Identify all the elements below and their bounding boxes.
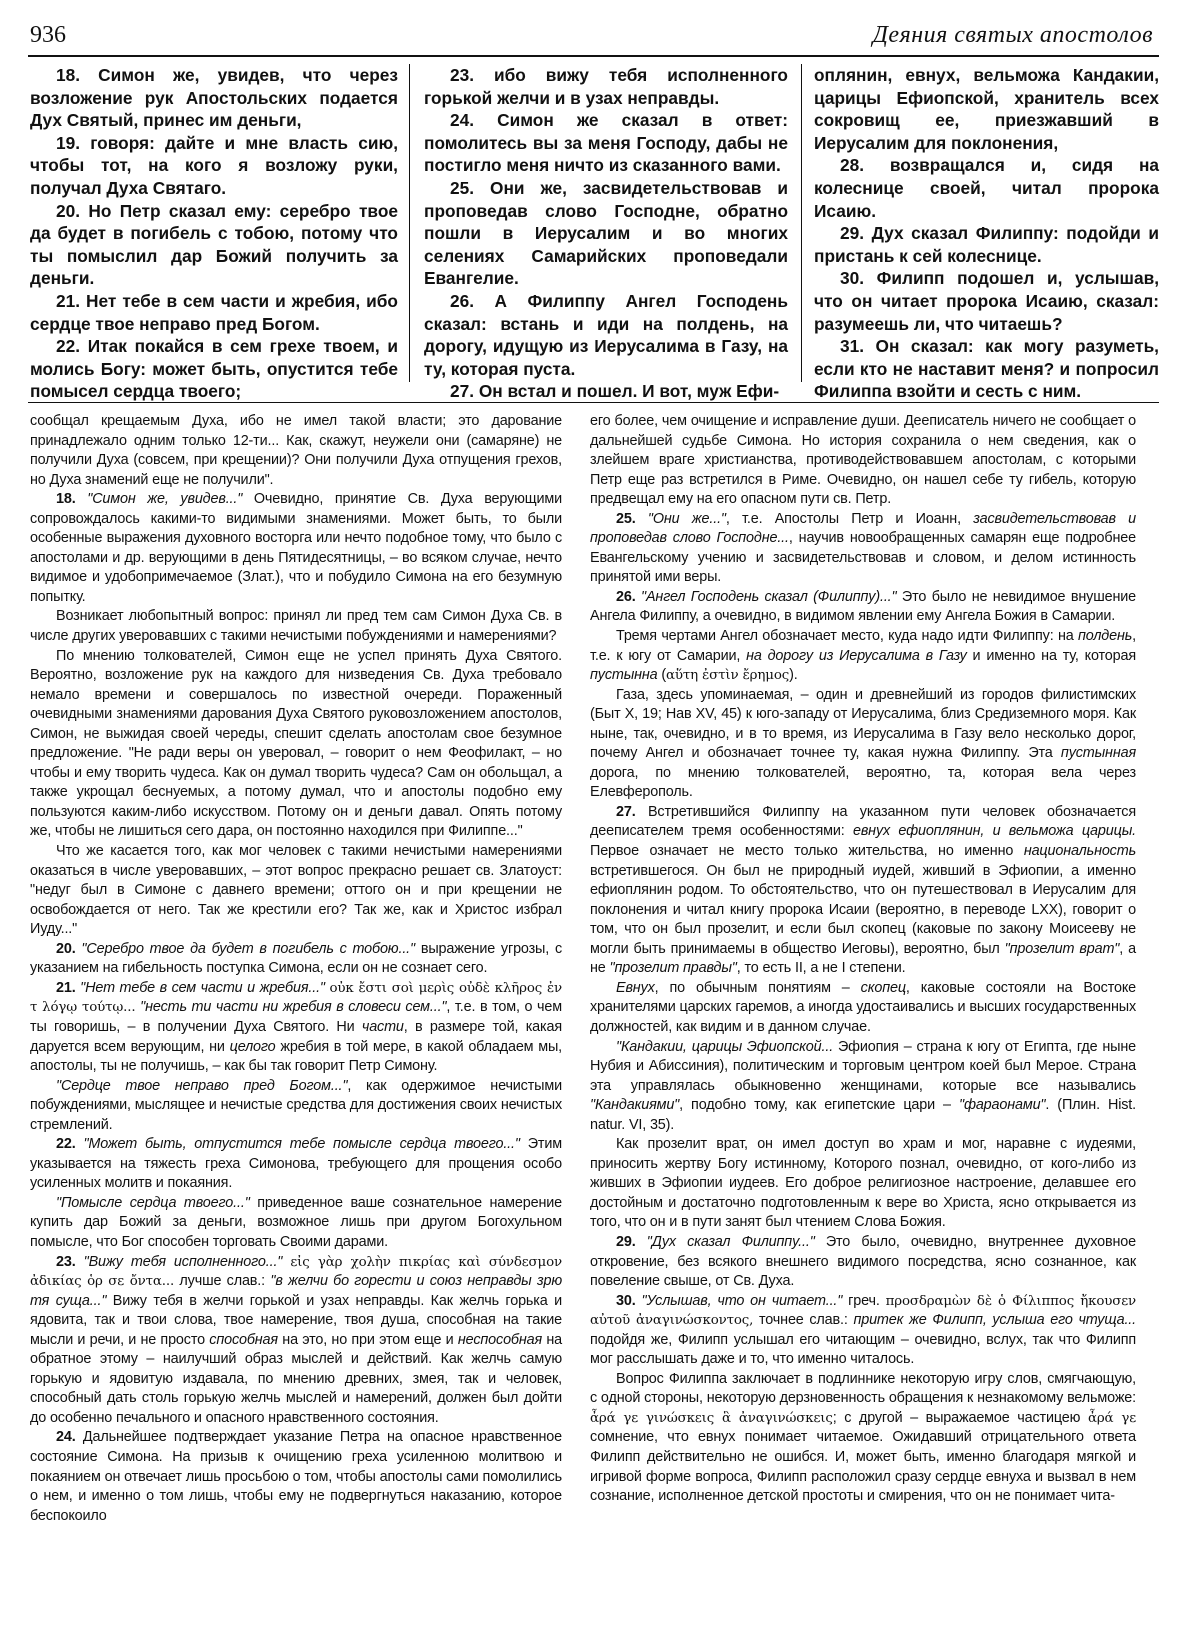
- commentary-text: Очевидно, принятие Св. Духа верующими сопровождалось какими-то видимыми знамениями. Может быть, то были особенные выражения духовного восторга или нечто подобное тому, что было с апостолами и др. верующими в день Пятидесятницы, – во всяком случае, нечто видимое и удобопримечаемое (Злат.), что и побудило Симона на его безумную попытку.: [30, 491, 562, 605]
- verse-ref: 20.: [56, 940, 76, 957]
- emphasis: национальность: [1023, 843, 1136, 860]
- verse-quote: "Услышав, что он читает...": [641, 1292, 843, 1309]
- verse-quote: "Симон же, увидев...": [87, 491, 243, 508]
- emphasis: неспособная: [457, 1331, 543, 1348]
- verse-quote: "Кандакии, царицы Эфиопской...: [616, 1038, 834, 1055]
- commentary-text: , как одержимое нечистыми побуждениями, мыслящее и нечистые средства для достижения своих нечистых стремлений.: [30, 1077, 562, 1133]
- scripture-column-1: [30, 64, 398, 403]
- greek-quote: προσδραμὼν δὲ ὁ Φίλιππος ἤκουσεν αὐτοῦ ἀναγινώσκοντος,: [590, 1293, 1136, 1329]
- verse-ref: 24.: [56, 1429, 76, 1446]
- commentary-text: на это, но при этом еще и: [277, 1331, 458, 1348]
- commentary-text: Эфиопия – страна к югу от Египта, где ныне Нубия и Абиссиния), политическим и торговым центром коей был Мерое. Страна эта управлялась обыкновенно женщинами, которые все назывались: [590, 1038, 1136, 1094]
- verse-quote: "Сердце твое неправо пред Богом...": [56, 1077, 348, 1094]
- greek-quote: εἰς γὰρ χολὴν πικρίας καὶ σύνδεσμον ἀδικίας ὁρ σε ὄντα...: [30, 1254, 562, 1290]
- page-number: 936: [30, 22, 66, 48]
- commentary-paragraph: [590, 979, 1136, 1038]
- verse-quote: "Вижу тебя исполненного...": [83, 1253, 283, 1270]
- commentary-paragraph: его более, чем очищение и исправление души. Дееписатель ничего не сообщает о дальнейшей судьбе Симона. Но история сохранила о нем сведения, как о злейшем враге христианства, противодействовавшем апостолам, с которыми Петр еще раз встретился в Риме. Очевидно, он нашел себе ту гибель, которую предвещал ему на его опасном пути св. Петр.: [590, 413, 1136, 508]
- emphasis: евнух ефиоплянин, и вельможа царицы.: [852, 823, 1136, 840]
- commentary-text: , в размере той, какая даруется всем верующим, ни: [30, 1018, 562, 1055]
- commentary-paragraph: Возникает любопытный вопрос: принял ли пред тем сам Симон Духа Св. в числе других уверовавших с такими нечистыми побуждениями и намерениями?: [30, 608, 562, 645]
- commentary-text: Тремя чертами Ангел обозначает место, куда надо идти Филиппу: на: [616, 628, 1079, 645]
- commentary-text: греч.: [842, 1292, 886, 1309]
- emphasis: целого: [229, 1038, 276, 1055]
- commentary-text: выражение угрозы, с указанием на гибельность поступка Симона, если он не сознает сего.: [30, 940, 562, 977]
- commentary-text: дорога, по мнению толкователей, вероятно, та, которая вела через Елевферополь.: [590, 764, 1136, 801]
- emphasis: части: [361, 1018, 404, 1035]
- commentary-text: Вижу тебя в желчи горькой и узах неправды. Как желчь горька и ядовита, так и твои слова, твое намерение, твоя душа, способная на такие мысли и речи, и не просто: [30, 1292, 562, 1348]
- verse-ref: 29.: [616, 1233, 636, 1250]
- commentary-paragraph: [30, 1077, 562, 1136]
- commentary-paragraph: [590, 627, 1136, 686]
- verse-quote: "Может быть, отпустится тебе помысле сердца твоего...": [83, 1136, 520, 1153]
- verse-ref: 22.: [56, 1136, 76, 1153]
- emphasis: "фараонами": [958, 1097, 1046, 1114]
- commentary-text: , т.е. Апостолы Петр и Иоанн,: [725, 510, 974, 527]
- verse-quote: "Нет тебе в сем части и жребия...": [80, 979, 325, 996]
- emphasis: скопец: [860, 979, 906, 996]
- commentary-paragraph: [30, 940, 562, 979]
- commentary-text: , а не: [590, 940, 1136, 977]
- commentary-text: сомнение, что евнух понимает читаемое. Ожидавший отрицательного ответа Филипп действительно не ошибся. И, может быть, именно благодаря мягкой и игривой форме вопроса, Филипп расположил сразу сердце евнуха и вызвал в нем сознание, исполненное детской простоты и смирения, что он не понимает чита-: [590, 1429, 1136, 1505]
- commentary-text: , научив новообращенных самарян еще подробнее Евангельскому учению и засвидетельствовав и словом, и делом истинность принятой ими веры.: [590, 530, 1136, 586]
- commentary-text: Этим указывается на тяжесть греха Симонова, требующего для прощения особо усиленных молитв и покаяния.: [30, 1136, 562, 1192]
- commentary-text: Первое означает не место только жительства, но именно: [590, 843, 1024, 860]
- commentary-paragraph: [30, 490, 562, 607]
- commentary-paragraph: [590, 588, 1136, 627]
- scripture-text: [28, 64, 1159, 402]
- emphasis: полдень: [1078, 628, 1133, 645]
- commentary-text: , по обычным понятиям –: [654, 979, 861, 996]
- commentary-text: точнее слав.:: [753, 1312, 854, 1329]
- emphasis: пустынна: [590, 667, 658, 684]
- greek-quote: οὐκ ἔστι σοὶ μερὶς οὐδὲ κλῆρος ἐν τ λόγῳ τούτῳ...: [30, 980, 562, 1016]
- verse-20: 20. Но Петр сказал ему: серебро твое да будет в погибель с тобою, потому что ты помыслил дар Божий получить за деньги.: [30, 200, 398, 289]
- verse-quote: "Они же...": [647, 510, 726, 527]
- verse-quote: "Помысле сердца твоего...": [56, 1194, 250, 1211]
- commentary-text: лучше слав.:: [174, 1273, 271, 1290]
- commentary-text: Газа, здесь упоминаемая, – один и древнейший из городов филистимских (Быт X, 19; Нав XV, 45) к юго-западу от Иерусалима, близ Средиземного моря. Как ныне, так, очевидно, и в то время, из Иерусалима в Газу вело несколько дорог, почему Ангел и обозначает точнее ту, какая нужна Филиппу. Эта: [590, 686, 1136, 762]
- slavonic-quote: "несть ти части ни жребия в словеси сем...": [140, 999, 447, 1016]
- verse-31: 31. Он сказал: как могу разуметь, если кто не наставит меня? и попросил Филиппа взойти и сесть с ним.: [814, 336, 1159, 402]
- verse-24: 24. Симон же сказал в ответ: помолитесь вы за меня Господу, дабы не постигло меня ничто из сказанного вами.: [424, 110, 788, 176]
- verse-27-continued: оплянин, евнух, вельможа Кандакии, царицы Ефиопской, хранитель всех сокровищ ее, приезжавший в Иерусалим для поклонения,: [814, 65, 1159, 153]
- scripture-column-3: [814, 64, 1159, 403]
- verse-27: 27. Он встал и пошел. И вот, муж Ефи-: [450, 381, 780, 402]
- emphasis: Евнух: [616, 979, 655, 996]
- verse-quote: "Дух сказал Филиппу...": [646, 1233, 815, 1250]
- emphasis: пустынная: [1060, 745, 1136, 762]
- verse-21: 21. Нет тебе в сем части и жребия, ибо сердце твое неправо пред Богом.: [30, 290, 398, 334]
- commentary-paragraph: сообщал крещаемым Духа, ибо не имел такой власти; это дарование принадлежало одним только 12-ти... Как, скажут, неужели они (самаряне) не получили Духа (совсем, при крещении)? Они получили Духа отпущения грехов, но Духа знамений еще не получили".: [30, 413, 562, 488]
- emphasis: "прозелит врат": [1004, 940, 1120, 957]
- commentary-text: Встретившийся Филиппу на указанном пути человек обозначается дееписателем тремя особенностями:: [590, 803, 1136, 840]
- verse-ref: 27.: [616, 803, 636, 820]
- slavonic-quote: "в желчи бо горести и союз неправды зрю тя суща...": [30, 1273, 563, 1309]
- commentary-paragraph: [30, 1253, 562, 1429]
- verse-ref: 26.: [616, 588, 636, 605]
- verse-26: 26. А Филиппу Ангел Господень сказал: встань и иди на полдень, на дорогу, идущую из Иерусалима в Газу, на ту, которая пуста.: [424, 290, 788, 379]
- column-divider: [801, 64, 802, 382]
- commentary-paragraph: [30, 1135, 562, 1194]
- slavonic-quote: притек же Филипп, услыша его чтуща...: [853, 1312, 1136, 1329]
- commentary-paragraph: [590, 1233, 1136, 1292]
- commentary-paragraph: [30, 979, 562, 1077]
- commentary-text: , то есть II, а не I степени.: [736, 960, 906, 977]
- commentary-text: Дальнейшее подтверждает указание Петра на опасное нравственное состояние Симона. На призыв к очищению греха усиленною молитвою и покаянием он отвечает лишь просьбою о том, чтобы апостолы сами помолились о нем, и именно о том лишь, чтобы ему не подвергнуться наказанию, которое беспокоило: [30, 1429, 562, 1524]
- verse-28: 28. возвращался и, сидя на колеснице своей, читал пророка Исаию.: [814, 155, 1159, 221]
- header-rule: [28, 55, 1159, 57]
- commentary-text: , т.е. в том, о чем ты говоришь, – в получении Духа Святого. Ни: [30, 999, 562, 1035]
- commentary-text: (: [657, 667, 667, 684]
- greek-quote: ἆρά γε: [1087, 1410, 1136, 1426]
- commentary-text: ).: [789, 667, 798, 684]
- commentary-text: ; с другой – выражаемое частицею: [832, 1409, 1088, 1426]
- emphasis: "Кандакиями": [590, 1097, 680, 1114]
- commentary-text: приведенное ваше сознательное намерение купить дар Божий за деньги, возможное лишь при другом Богохульном помысле, что Бог способен торговать Своими дарами.: [30, 1194, 562, 1250]
- greek-quote: ἆρά γε γινώσκεις ἃ ἀναγινώσκεις: [590, 1410, 833, 1426]
- verse-ref: 21.: [56, 979, 76, 996]
- commentary-text: , каковые состояли на Востоке хранителями царских гаремов, а иногда удостаивались и высших государственных должностей, как видим и в данном случае.: [590, 979, 1137, 1035]
- commentary-text: Это было не невидимое внушение Ангела Филиппу, а очевидно, в видимом явлении ему Ангела Божия в Самарии.: [590, 588, 1136, 625]
- verse-ref: 23.: [56, 1253, 76, 1270]
- commentary-paragraph: Как прозелит врат, он имел доступ во храм и мог, наравне с иудеями, приносить жертву Богу истинному, Которого познал, очевидно, от кого-либо из живших в Эфиопии иудеев. Его доброе религиозное настроение, делавшее его достойным и достаточно подготовленным к вере во Христа, ясно открывается из того, что он и в пути занят был чтением Слова Божия.: [590, 1136, 1136, 1231]
- commentary-paragraph: [590, 686, 1136, 803]
- commentary-text: и именно на ту, которая: [966, 647, 1136, 664]
- commentary-text: . (Плин. Hist. natur. VI, 35).: [590, 1097, 1136, 1133]
- commentary-paragraph: Что же касается того, как мог человек с такими нечистыми намерениями оказаться в числе уверовавших, – этот вопрос прекрасно решает св. Златоуст: "недуг был в Симоне с давнего времени; оттого он и при крещении не освобождается от него. Так же крестили его? Так же, как и Христос избрал Иуду...": [30, 843, 562, 938]
- section-rule: [28, 402, 1159, 403]
- commentary-paragraph: [590, 1292, 1136, 1370]
- commentary-paragraph: [590, 803, 1136, 979]
- verse-ref: 18.: [56, 491, 76, 508]
- emphasis: засвидетельствовав и проповедав слово Господне...: [590, 510, 1136, 547]
- commentary-text: встретившегося. Он был не природный иудей, живший в Эфиопии, а именно ефиоплянин родом. То обстоятельство, что он путешествовал в Иерусалим для поклонения и читал книгу пророка Исаии (вероятно, в переводе LXX), говорит о том, что он был прозелит, и если был скопец (каковые по закону Моисееву не могли быть принимаемы в общество Иеговы), вероятно, был: [590, 862, 1136, 957]
- commentary-text: , т.е. к югу от Самарии,: [590, 628, 1136, 664]
- commentary-right-column: [590, 412, 1136, 1507]
- emphasis: на дорогу из Иерусалима в Газу: [746, 647, 967, 664]
- commentary-text: , подобно тому, как египетские цари –: [679, 1097, 959, 1114]
- verse-ref: 30.: [616, 1292, 636, 1309]
- verse-23: 23. ибо вижу тебя исполненного горькой желчи и в узах неправды.: [424, 65, 788, 108]
- running-title: Деяния святых апостолов: [872, 22, 1153, 48]
- commentary-text: Вопрос Филиппа заключает в подлиннике некоторую игру слов, смягчающую, с одной стороны, некоторую дерзновенность обращения к незнакомому вельможе:: [590, 1370, 1136, 1407]
- verse-22: 22. Итак покайся в сем грехе твоем, и молись Богу: может быть, опустится тебе помысел сердца твоего;: [30, 336, 398, 402]
- scripture-column-2: [424, 64, 788, 403]
- commentary-paragraph: [30, 1194, 562, 1253]
- commentary-text: жребия в той мере, в какой обладаем мы, апостолы, ты не получишь, – как бы так говорит Петр Симону.: [30, 1038, 563, 1075]
- commentary-paragraph: По мнению толкователей, Симон еще не успел принять Духа Святого. Вероятно, возложение рук на каждого для низведения Св. Духа требовало немало времени и совершалось по известной очереди. Пораженный очевидными знамениями дарования Духа Святого руковозложением апостолов, Симон, не выжидая своей череды, спешит сделать апостолам свое безумное предложение. "Не ради веры он уверовал, – говорит о нем Феофилакт, – но чтобы и ему творить чудеса. Как он думал творить чудеса? Сам он обольщал, а также укрощал беснуемых, а потому думал, что и апостолы подобно ему пользуются каким-либо искусством. Потому он и деньги давал. Опять потому же, чтобы не лишиться сего дара, он постоянно находился при Филиппе...": [30, 647, 562, 840]
- commentary-text: на обратное этому – наилучший образ мыслей и действий. Как желчь самую горькую и ядовитую издавала, по мнению древних, змея, так и человек, способный дать столь горькую желчь мыслей и намерений, должен был дойти до особенно печального и опасного нравственного состояния.: [30, 1331, 562, 1426]
- verse-18: 18. Симон же, увидев, что через возложение рук Апостольских подается Дух Святый, принес им деньги,: [30, 65, 398, 131]
- commentary-paragraph: [590, 1370, 1136, 1507]
- verse-ref: 25.: [616, 510, 636, 527]
- greek-quote: αὕτη ἐστὶν ἔρημος: [666, 668, 790, 684]
- verse-quote: "Ангел Господень сказал (Филиппу)...": [641, 588, 897, 605]
- commentary-paragraph: [30, 1428, 562, 1526]
- commentary-text: Это было, очевидно, внутреннее духовное откровение, без всякого внешнего видимого посредства, ясно сознанное, как повеление свыше, от Св. Духа.: [590, 1233, 1136, 1290]
- commentary-paragraph: [590, 1038, 1136, 1136]
- emphasis: "прозелит правды": [609, 960, 737, 977]
- commentary-paragraph: [590, 510, 1136, 588]
- verse-29: 29. Дух сказал Филиппу: подойди и пристань к сей колеснице.: [814, 223, 1159, 266]
- verse-25: 25. Они же, засвидетельствовав и проповедав слово Господне, обратно пошли в Иерусалим и во многих селениях Самарийских проповедали Евангелие.: [424, 177, 788, 289]
- verse-19: 19. говоря: дайте и мне власть сию, чтобы тот, на кого я возложу руки, получал Духа Святаго.: [30, 132, 398, 198]
- commentary-left-column: [30, 412, 562, 1526]
- commentary-text: подойдя же, Филипп услышал его читающим – очевидно, вслух, так что Филипп мог расслышать даже и то, что именно читалось.: [590, 1331, 1136, 1368]
- verse-quote: "Серебро твое да будет в погибель с тобою...": [81, 940, 415, 957]
- emphasis: способная: [209, 1331, 278, 1348]
- verse-30: 30. Филипп подошел и, услышав, что он читает пророка Исаию, сказал: разумеешь ли, что читаешь?: [814, 268, 1159, 334]
- column-divider: [409, 64, 410, 382]
